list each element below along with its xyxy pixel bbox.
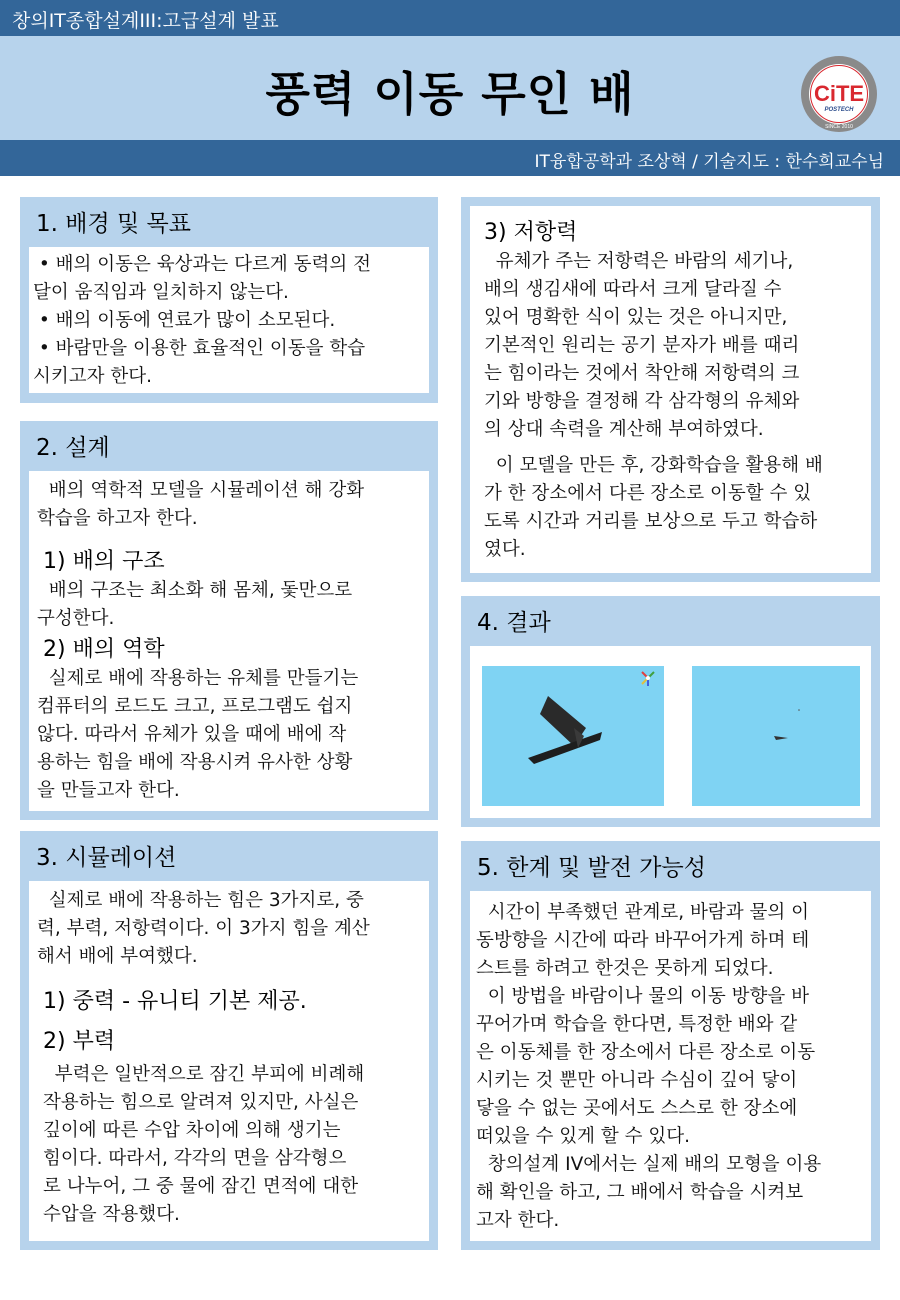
subsection-title: 2) 배의 역학 [43,637,165,662]
text-line: 이 모델을 만든 후, 강화학습을 활용해 배 [484,455,823,476]
logo-ring-text: SINCE 2010 [825,124,853,130]
text-line: 꾸어가며 학습을 한다면, 특정한 배와 같 [476,1014,798,1035]
section-body [470,206,871,573]
section-body [29,247,429,393]
text-line: 가 한 장소에서 다른 장소로 이동할 수 있 [484,483,812,504]
subsection-title: 1) 중력 - 유니티 기본 제공. [43,989,307,1014]
text-line: 있어 명확한 식이 있는 것은 아니지만, [484,307,788,328]
text-line: 않다. 따라서 유체가 있을 때에 배에 작 [37,724,347,745]
text-line: 깊이에 따른 수압 차이에 의해 생기는 [43,1120,341,1141]
course-bar [0,0,900,36]
text-line: 실제로 배에 작용하는 유체를 만들기는 [37,668,359,689]
text-line: 기와 방향을 결정해 각 삼각형의 유체와 [484,391,800,412]
subsection-title: 1) 배의 구조 [43,549,165,574]
section-resistance [461,197,880,582]
author-bar [0,140,900,176]
text-line: 용하는 힘을 배에 작용시켜 유사한 상황 [37,752,353,773]
text-line: • 배의 이동에 연료가 많이 소모된다. [33,310,336,331]
text-line: 시키고자 한다. [33,366,152,387]
text-line: 로 나누어, 그 중 물에 잠긴 면적에 대한 [43,1176,359,1197]
title-bar [0,36,900,140]
section-heading: 1. 배경 및 목표 [36,211,191,237]
poster-title: 풍력 이동 무인 배 [265,67,635,121]
text-line: 는 힘이라는 것에서 착안해 저항력의 크 [484,363,800,384]
section-heading: 4. 결과 [477,610,551,636]
logo-subtext: POSTECH [824,107,854,113]
text-line: 컴퓨터의 로드도 크고, 프로그램도 쉽지 [37,696,353,717]
text-line: 배의 구조는 최소화 해 몸체, 돛만으로 [37,580,353,601]
text-line: 을 만들고자 한다. [37,780,180,801]
text-line: 부력은 일반적으로 잠긴 부피에 비례해 [43,1064,365,1085]
section-body [29,471,429,811]
course-name: 창의IT종합설계III:고급설계 발표 [12,10,279,32]
simulation-screenshot-overview [692,666,860,806]
text-line: 작용하는 힘으로 알려져 있지만, 사실은 [43,1092,359,1113]
results-images [470,646,871,818]
text-line: 기본적인 원리는 공기 분자가 배를 때리 [484,335,800,356]
text-line: 배의 역학적 모델을 시뮬레이션 해 강화 [37,480,365,501]
text-line: 동방향을 시간에 따라 바꾸어가게 하며 테 [476,930,810,951]
section-design [20,421,438,820]
subsection-title: 2) 부력 [43,1029,116,1054]
text-line: 떠있을 수 있게 할 수 있다. [476,1126,690,1147]
section-limitations [461,841,880,1250]
text-line: 학습을 하고자 한다. [37,508,198,529]
section-body [29,881,429,1241]
text-line: 시간이 부족했던 관계로, 바람과 물의 이 [476,902,809,923]
section-background-goals [20,197,438,403]
text-line: 배의 생김새에 따라서 크게 달라질 수 [484,279,782,300]
section-results [461,596,880,827]
author-line: IT융합공학과 조상혁 / 기술지도 : 한수희교수님 [534,152,884,172]
text-line: 구성한다. [37,608,115,629]
text-line: • 바람만을 이용한 효율적인 이동을 학습 [33,338,366,359]
text-line: 이 방법을 바람이나 물의 이동 방향을 바 [476,986,809,1007]
section-heading: 5. 한계 및 발전 가능성 [477,855,706,881]
text-line: 실제로 배에 작용하는 힘은 3가지로, 중 [37,890,364,911]
text-line: 달이 움직임과 일치하지 않는다. [33,282,289,303]
text-line: 였다. [484,539,526,560]
text-line: 의 상대 속력을 계산해 부여하였다. [484,419,764,440]
logo-text: CiTE [813,81,865,106]
text-line: 시키는 것 뿐만 아니라 수심이 깊어 닿이 [476,1070,798,1091]
text-line: 창의설계 IV에서는 실제 배의 모형을 이용 [476,1154,822,1175]
section-body [470,891,871,1241]
text-line: 은 이동체를 한 장소에서 다른 장소로 이동 [476,1042,816,1063]
subsection-title: 3) 저항력 [484,220,578,245]
text-line: 도록 시간과 거리를 보상으로 두고 학습하 [484,511,818,532]
text-line: 스트를 하려고 한것은 못하게 되었다. [476,958,774,979]
section-heading: 2. 설계 [36,435,110,461]
text-line: 힘이다. 따라서, 각각의 면을 삼각형으 [43,1148,347,1169]
text-line: 해 확인을 하고, 그 배에서 학습을 시켜보 [476,1182,804,1203]
text-line: 닿을 수 없는 곳에서도 스스로 한 장소에 [476,1098,798,1119]
cite-logo [800,55,878,133]
simulation-screenshot-closeup [482,666,664,806]
text-line: 유체가 주는 저항력은 바람의 세기나, [484,251,794,272]
text-line: 해서 배에 부여했다. [37,946,198,967]
section-simulation [20,831,438,1250]
section-heading: 3. 시뮬레이션 [36,845,177,871]
text-line: 고자 한다. [476,1210,560,1231]
text-line: 력, 부력, 저항력이다. 이 3가지 힘을 계산 [37,918,370,939]
text-line: • 배의 이동은 육상과는 다르게 동력의 전 [33,254,372,275]
text-line: 수압을 작용했다. [43,1204,180,1225]
